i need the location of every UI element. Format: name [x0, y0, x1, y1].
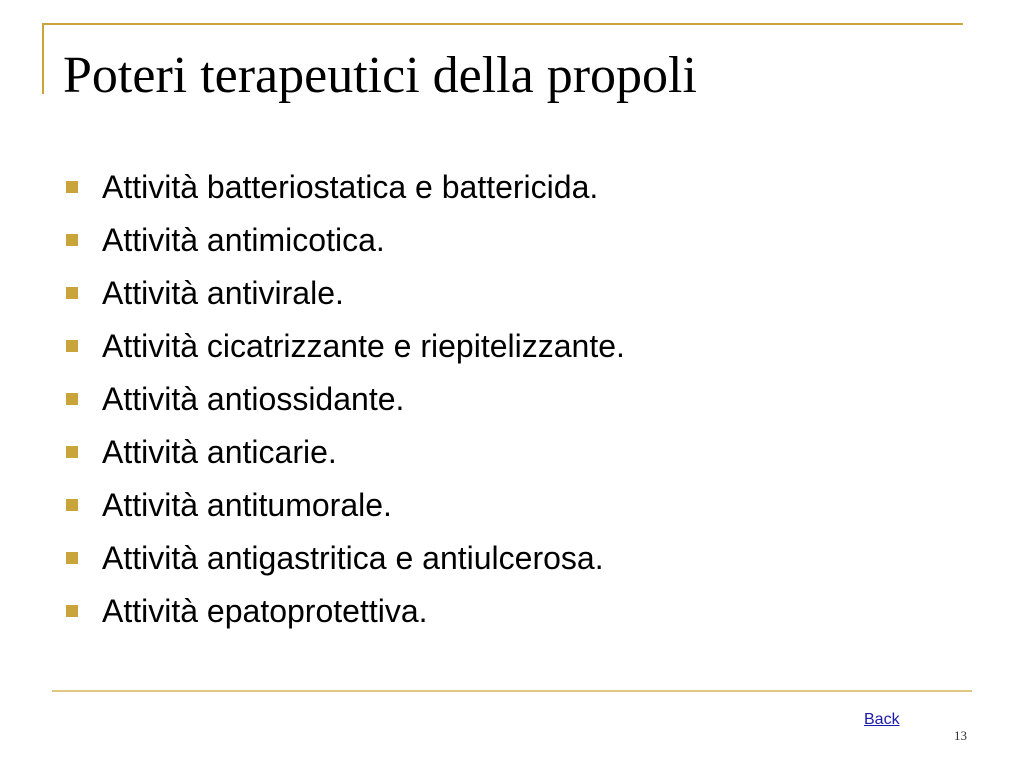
bullet-text: Attività antivirale. — [102, 274, 344, 311]
bullet-item — [66, 266, 625, 319]
square-bullet-icon — [66, 605, 78, 617]
bullet-text: Attività anticarie. — [102, 433, 337, 470]
bullet-text: Attività antimicotica. — [102, 221, 385, 258]
frame-left-border — [42, 23, 44, 94]
back-link[interactable]: Back — [864, 711, 900, 728]
slide-number: 13 — [954, 728, 967, 743]
square-bullet-icon — [66, 446, 78, 458]
footer-divider — [52, 690, 972, 692]
slide-title: Poteri terapeutici della propoli — [63, 47, 697, 104]
bullet-text: Attività cicatrizzante e riepitelizzante. — [102, 327, 625, 364]
bullet-text: Attività antigastritica e antiulcerosa. — [102, 539, 604, 576]
square-bullet-icon — [66, 234, 78, 246]
bullet-text: Attività antitumorale. — [102, 486, 392, 523]
bullet-item — [66, 584, 625, 637]
square-bullet-icon — [66, 393, 78, 405]
square-bullet-icon — [66, 340, 78, 352]
square-bullet-icon — [66, 181, 78, 193]
bullet-item — [66, 531, 625, 584]
square-bullet-icon — [66, 552, 78, 564]
bullet-item — [66, 319, 625, 372]
bullet-item — [66, 425, 625, 478]
square-bullet-icon — [66, 499, 78, 511]
bullet-text: Attività antiossidante. — [102, 380, 405, 417]
bullet-item — [66, 372, 625, 425]
frame-top-border — [42, 23, 963, 25]
square-bullet-icon — [66, 287, 78, 299]
bullet-item — [66, 213, 625, 266]
bullet-item — [66, 160, 625, 213]
bullet-text: Attività batteriostatica e battericida. — [102, 168, 599, 205]
bullet-text: Attività epatoprotettiva. — [102, 592, 428, 629]
bullet-item — [66, 478, 625, 531]
bullet-list — [66, 160, 625, 637]
